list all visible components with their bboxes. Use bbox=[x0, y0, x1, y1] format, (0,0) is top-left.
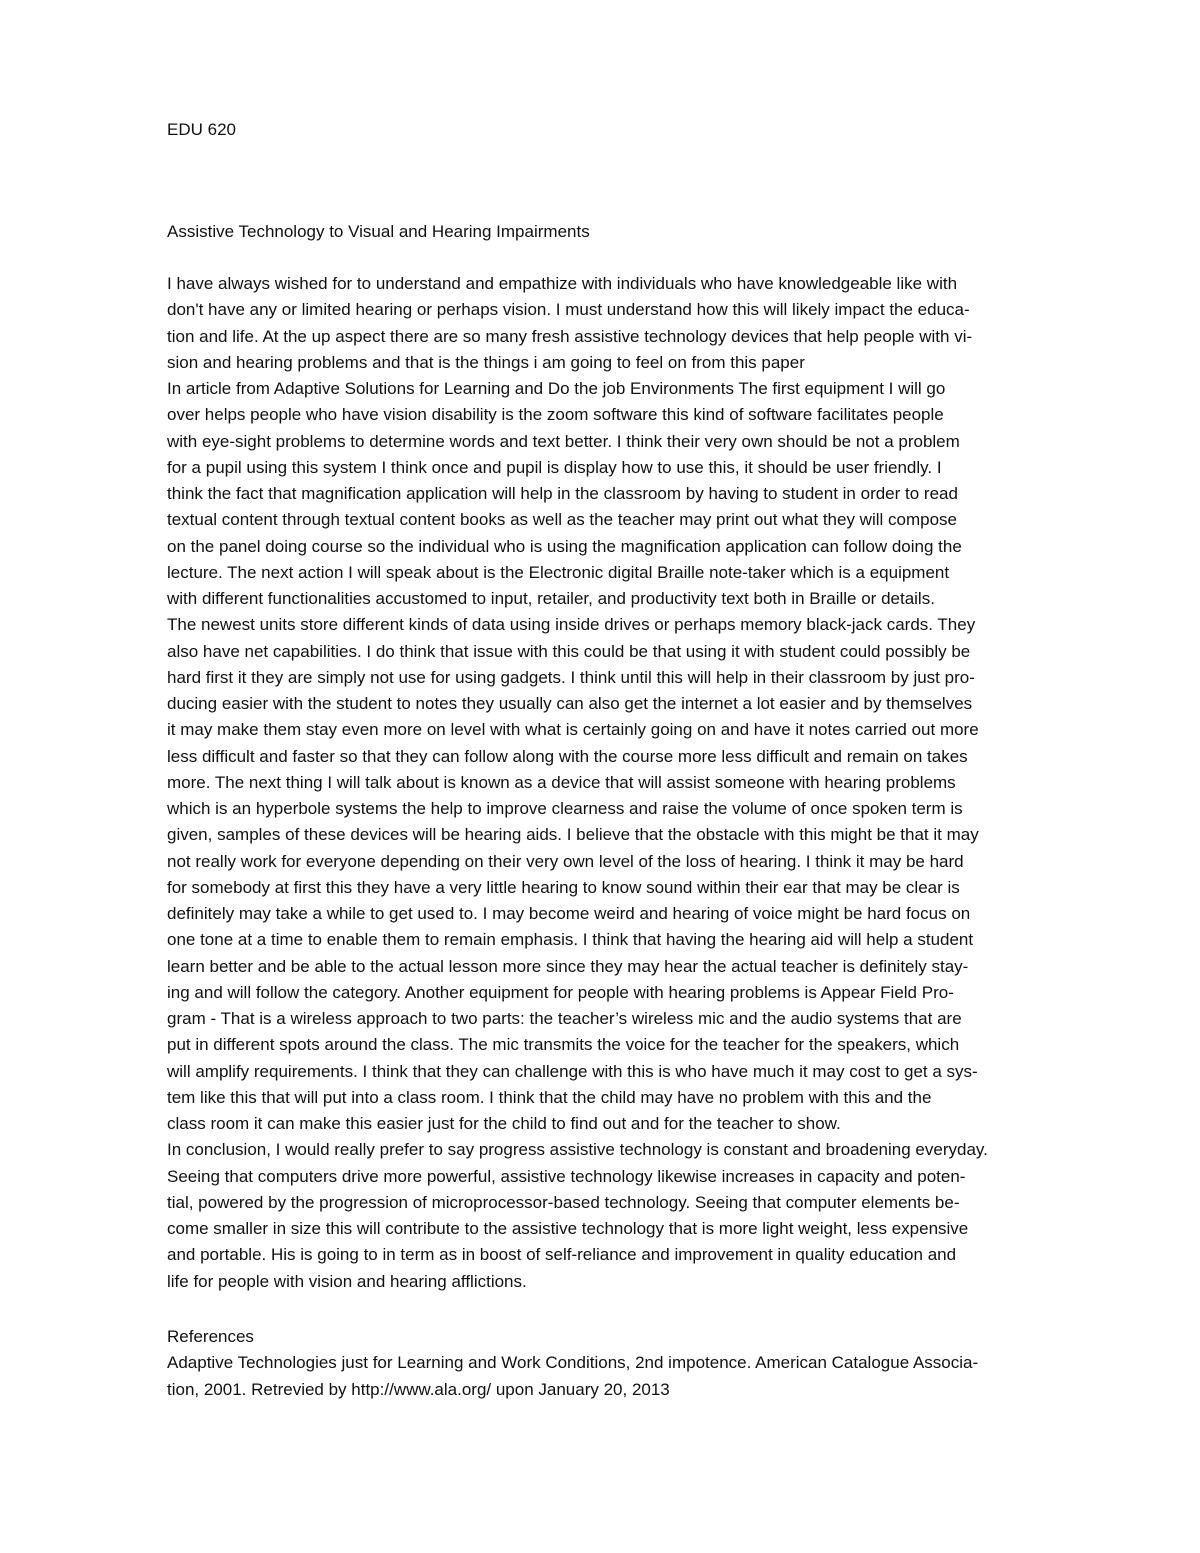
body-text-line: The newest units store different kinds of data using inside drives or perhaps memory black-jack cards. They bbox=[167, 615, 976, 635]
body-text-line: less difficult and faster so that they can follow along with the course more less difficult and remain on takes bbox=[167, 746, 968, 766]
body-text-line: given, samples of these devices will be hearing aids. I believe that the obstacle with this might be that it may bbox=[167, 825, 979, 845]
body-text-line: ing and will follow the category. Another equipment for people with hearing problems is Appear Field Pro- bbox=[167, 982, 954, 1002]
body-text-line: In article from Adaptive Solutions for Learning and Do the job Environments The first equipment I will go bbox=[167, 379, 946, 398]
body-text-line: tion and life. At the up aspect there are so many fresh assistive technology devices that help people with vi- bbox=[167, 326, 973, 346]
body-text-line: think the fact that magnification application will help in the classroom by having to student in order to read bbox=[167, 484, 958, 503]
body-text-line: with different functionalities accustomed to input, retailer, and productivity text both in Braille or details. bbox=[167, 589, 935, 608]
body-text-line: In conclusion, I would really prefer to say progress assistive technology is constant and broadening everyday. bbox=[167, 1140, 988, 1160]
body-text-line: textual content through textual content books as well as the teacher may print out what they will compose bbox=[167, 510, 957, 530]
body-text-line: put in different spots around the class. The mic transmits the voice for the teacher for the speakers, which bbox=[167, 1035, 960, 1055]
body-text-line: not really work for everyone depending on their very own level of the loss of hearing. I think it may be hard bbox=[167, 851, 964, 871]
body-text-line: definitely may take a while to get used to. I may become weird and hearing of voice might be hard focus on bbox=[167, 904, 971, 923]
body-text-line: lecture. The next action I will speak about is the Electronic digital Braille note-taker which is a equipment bbox=[167, 562, 950, 582]
body-text-line: which is an hyperbole systems the help to improve clearness and raise the volume of once spoken term is bbox=[167, 799, 963, 818]
body-text-line: for somebody at first this they have a very little hearing to know sound within their ear that may be clear is bbox=[167, 877, 960, 897]
body-text-line: more. The next thing I will talk about is known as a device that will assist someone with hearing problems bbox=[167, 772, 956, 792]
essay-body bbox=[167, 271, 1127, 1295]
body-text-line: I have always wished for to understand and empathize with individuals who have knowledgeable like with bbox=[167, 274, 958, 293]
body-text-line: gram - That is a wireless approach to two parts: the teacher’s wireless mic and the audio systems that are bbox=[167, 1009, 962, 1028]
references-heading: References bbox=[167, 1327, 254, 1346]
body-text-line: also have net capabilities. I do think that issue with this could be that using it with student could possibly be bbox=[167, 641, 971, 661]
body-text-line: with eye-sight problems to determine words and text better. I think their very own should be not a problem bbox=[167, 431, 960, 451]
body-text-line: and portable. His is going to in term as in boost of self-reliance and improvement in quality education and bbox=[167, 1245, 957, 1265]
body-text-line: sion and hearing problems and that is the things i am going to feel on from this paper bbox=[167, 352, 805, 372]
body-text-line: life for people with vision and hearing afflictions. bbox=[167, 1271, 527, 1291]
reference-entry-line: Adaptive Technologies just for Learning and Work Conditions, 2nd impotence. American Catalogue Associa- bbox=[167, 1353, 979, 1373]
body-text-line: class room it can make this easier just for the child to find out and for the teacher to show. bbox=[167, 1114, 841, 1133]
course-code: EDU 620 bbox=[167, 120, 236, 139]
reference-entry-line: tion, 2001. Retrevied by http://www.ala.org/ upon January 20, 2013 bbox=[167, 1379, 670, 1399]
body-text-line: on the panel doing course so the individual who is using the magnification application can follow doing the bbox=[167, 536, 962, 556]
body-text-line: tem like this that will put into a class room. I think that the child may have no problem with this and the bbox=[167, 1087, 932, 1107]
document-title: Assistive Technology to Visual and Hearing Impairments bbox=[167, 222, 590, 241]
body-text-line: ducing easier with the student to notes they usually can also get the internet a lot easier and by themselves bbox=[167, 694, 973, 713]
body-text-line: come smaller in size this will contribute to the assistive technology that is more light weight, less expensive bbox=[167, 1219, 969, 1238]
body-text-line: will amplify requirements. I think that they can challenge with this is who have much it may cost to get a sys- bbox=[167, 1061, 978, 1081]
body-text-line: for a pupil using this system I think once and pupil is display how to use this, it should be user friendly. I bbox=[167, 457, 942, 477]
body-text-line: over helps people who have vision disability is the zoom software this kind of software facilitates people bbox=[167, 405, 944, 425]
body-text-line: one tone at a time to enable them to remain emphasis. I think that having the hearing aid will help a student bbox=[167, 930, 974, 950]
body-text-line: learn better and be able to the actual lesson more since they may hear the actual teacher is definitely stay- bbox=[167, 956, 969, 976]
references-section bbox=[167, 1324, 1127, 1403]
body-text-line: hard first it they are simply not use for using gadgets. I think until this will help in their classroom by just pro- bbox=[167, 667, 975, 687]
body-text-line: it may make them stay even more on level with what is certainly going on and have it notes carried out more bbox=[167, 720, 979, 740]
body-text-line: don't have any or limited hearing or perhaps vision. I must understand how this will likely impact the educa- bbox=[167, 300, 970, 320]
body-text-line: Seeing that computers drive more powerful, assistive technology likewise increases in capacity and poten- bbox=[167, 1166, 966, 1186]
body-text-line: tial, powered by the progression of microprocessor-based technology. Seeing that computer elements be- bbox=[167, 1192, 960, 1212]
